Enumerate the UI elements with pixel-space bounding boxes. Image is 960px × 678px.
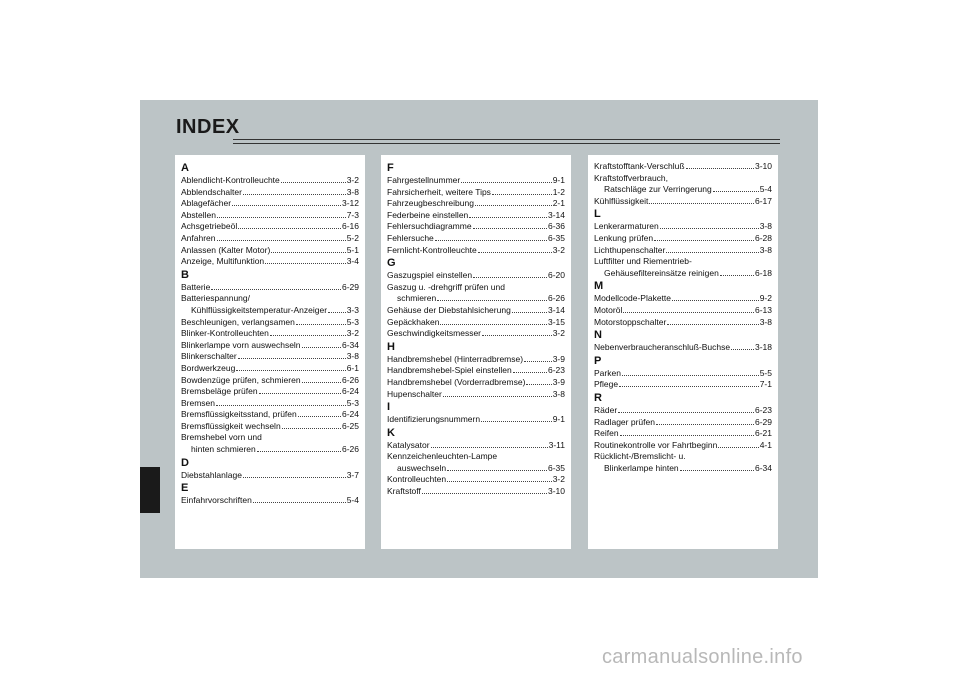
index-entry-line: Kennzeichenleuchten-Lampe <box>387 451 498 462</box>
dot-leader <box>302 375 341 383</box>
index-entry <box>594 379 772 391</box>
index-entry <box>181 328 359 340</box>
index-entry <box>181 470 359 482</box>
index-entry-label: Bremsen <box>181 397 216 408</box>
dot-leader <box>431 440 548 448</box>
index-entry-label: Abblendschalter <box>181 186 242 197</box>
dot-leader <box>259 386 341 394</box>
index-entry <box>181 351 359 363</box>
dot-leader <box>654 233 754 241</box>
index-entry-label: Handbremshebel (Vorderradbremse) <box>387 376 526 387</box>
index-entry-label: Blinkerlampe hinten <box>604 462 679 473</box>
index-entry <box>387 210 565 222</box>
index-entry-label: Radlager prüfen <box>594 416 655 427</box>
dot-leader <box>622 368 759 376</box>
index-entry-line: Batteriespannung/ <box>181 293 250 304</box>
dot-leader <box>437 293 547 301</box>
dot-leader <box>620 428 754 436</box>
index-entry-label: Kraftstofftank-Verschluß <box>594 161 685 171</box>
dot-leader <box>718 440 758 448</box>
dot-leader <box>623 305 754 313</box>
index-entry-label: Gepäckhaken <box>387 316 440 327</box>
index-column-3 <box>588 155 778 549</box>
dot-leader <box>649 196 754 204</box>
index-entry-label: Kontrolleuchten <box>387 474 447 485</box>
index-entry <box>181 198 359 210</box>
index-entry-page: 3-9 <box>552 353 565 364</box>
index-entry <box>387 175 565 187</box>
index-entry <box>387 270 565 282</box>
index-entry <box>387 305 565 317</box>
index-entry-page: 7-1 <box>759 379 772 390</box>
dot-leader <box>512 305 547 313</box>
dot-leader <box>447 463 547 471</box>
index-entry-page: 6-35 <box>547 462 565 473</box>
index-entry <box>387 440 565 452</box>
dot-leader <box>271 245 345 253</box>
index-entry-label: schmieren <box>397 293 437 304</box>
index-entry-label: Bremsflüssigkeit wechseln <box>181 420 281 431</box>
index-entry <box>387 245 565 257</box>
dot-leader <box>513 365 547 373</box>
dot-leader <box>667 317 758 325</box>
index-column-1 <box>175 155 365 549</box>
index-entry-page: 9-2 <box>759 293 772 304</box>
dot-leader <box>217 210 346 218</box>
index-entry-label: Bremsbeläge prüfen <box>181 386 258 397</box>
index-entry-line: Kraftstoffverbrauch, <box>594 172 669 183</box>
index-letter-heading: D <box>181 456 189 469</box>
watermark: carmanualsonline.info <box>602 646 803 668</box>
index-entry-label: Gehäusefiltereinsätze reinigen <box>604 267 719 278</box>
index-entry-label: Nebenverbraucheranschluß-Buchse <box>594 342 731 353</box>
dot-leader <box>302 340 341 348</box>
index-entry-label: Pflege <box>594 379 619 390</box>
index-entry-page: 6-13 <box>754 304 772 315</box>
index-entry-page: 6-26 <box>341 374 359 385</box>
index-entry-label: hinten schmieren <box>191 444 256 455</box>
index-entry <box>387 365 565 377</box>
index-entry-page: 6-29 <box>754 416 772 427</box>
dot-leader <box>238 221 341 229</box>
index-entry-page: 6-36 <box>547 221 565 232</box>
index-entry-label: Blinkerlampe vorn auswechseln <box>181 339 301 350</box>
index-entry-line: Rücklicht-/Bremslicht- u. <box>594 451 686 462</box>
dot-leader <box>618 405 754 413</box>
index-entry-page: 5-1 <box>346 244 359 255</box>
index-entry-page: 6-1 <box>346 362 359 373</box>
dot-leader <box>672 293 759 301</box>
dot-leader <box>524 354 552 362</box>
dot-leader <box>666 245 758 253</box>
index-entry <box>594 463 772 475</box>
dot-leader <box>469 210 547 218</box>
dot-leader <box>656 417 754 425</box>
dot-leader <box>257 444 341 452</box>
index-entry <box>387 317 565 329</box>
index-entry <box>594 293 772 305</box>
index-entry-page: 7-3 <box>346 209 359 220</box>
index-entry <box>387 328 565 340</box>
index-entry-label: Ablendlicht-Kontrolleuchte <box>181 175 280 185</box>
dot-leader <box>270 328 346 336</box>
dot-leader <box>713 184 759 192</box>
dot-leader <box>281 175 346 183</box>
dot-leader <box>720 268 754 276</box>
index-entry-label: Ablagefächer <box>181 198 232 209</box>
index-entry <box>594 317 772 329</box>
index-entry-label: Gaszugspiel einstellen <box>387 270 473 281</box>
index-entry <box>387 187 565 199</box>
index-entry-label: Motorstoppschalter <box>594 316 667 327</box>
index-entry-label: Räder <box>594 404 618 415</box>
index-entry-label: Fahrzeugbeschreibung <box>387 198 474 209</box>
index-letter-heading: M <box>594 280 604 293</box>
index-entry-page: 1-2 <box>552 186 565 197</box>
index-entry-label: Einfahrvorschriften <box>181 495 252 506</box>
index-entry-page: 6-25 <box>341 420 359 431</box>
index-letter-heading: P <box>594 354 602 367</box>
index-entry-label: Fernlicht-Kontrolleuchte <box>387 244 477 255</box>
dot-leader <box>526 377 551 385</box>
index-entry-page: 3-14 <box>547 209 565 220</box>
index-entry-page: 6-23 <box>547 365 565 376</box>
index-entry <box>387 414 565 426</box>
dot-leader <box>481 414 552 422</box>
dot-leader <box>296 317 346 325</box>
index-entry <box>181 187 359 199</box>
index-entry-label: Handbremshebel (Hinterradbremse) <box>387 353 524 364</box>
index-entry-label: Diebstahlanlage <box>181 469 242 480</box>
dot-leader <box>422 486 547 494</box>
index-entry-page: 3-2 <box>552 328 565 339</box>
index-entry <box>181 375 359 387</box>
index-entry-label: Fehlersuchdiagramme <box>387 221 472 232</box>
index-entry-page: 6-18 <box>754 267 772 278</box>
dot-leader <box>443 389 552 397</box>
index-entry-page: 3-7 <box>346 469 359 480</box>
index-entry-label: auswechseln <box>397 462 447 473</box>
dot-leader <box>243 470 346 478</box>
index-entry-page: 3-10 <box>547 486 565 497</box>
index-entry-label: Bordwerkzeug <box>181 362 236 373</box>
section-tab-marker <box>140 467 160 513</box>
dot-leader <box>492 187 552 195</box>
index-entry-label: Hupenschalter <box>387 388 442 399</box>
index-entry <box>181 409 359 421</box>
index-entry-page: 6-34 <box>341 339 359 350</box>
index-entry-page: 5-3 <box>346 316 359 327</box>
index-letter-heading: L <box>594 208 601 221</box>
index-entry-label: Achsgetriebeöl <box>181 221 238 232</box>
index-entry-page: 3-8 <box>346 351 359 362</box>
index-letter-heading: E <box>181 482 189 495</box>
dot-leader <box>686 161 754 169</box>
index-entry-page: 5-5 <box>759 367 772 378</box>
index-entry <box>181 221 359 233</box>
index-entry-page: 3-8 <box>759 316 772 327</box>
dot-leader <box>731 342 754 350</box>
dot-leader <box>440 317 547 325</box>
index-entry-page: 5-3 <box>346 397 359 408</box>
index-entry-label: Kühlflüssigkeit <box>594 195 649 206</box>
index-entry-page: 2-1 <box>552 198 565 209</box>
index-entry <box>594 221 772 233</box>
index-entry-page: 6-35 <box>547 232 565 243</box>
index-entry-page: 3-8 <box>759 221 772 232</box>
index-entry-page: 6-29 <box>341 281 359 292</box>
index-entry-page: 6-34 <box>754 462 772 473</box>
index-entry <box>387 486 565 498</box>
index-entry <box>181 305 359 317</box>
index-entry <box>387 293 565 305</box>
index-entry-page: 3-8 <box>552 388 565 399</box>
index-entry-page: 3-12 <box>341 198 359 209</box>
index-letter-heading: I <box>387 401 391 414</box>
index-entry-page: 6-23 <box>754 404 772 415</box>
index-letter-heading: R <box>594 391 602 404</box>
index-entry-page: 3-15 <box>547 316 565 327</box>
index-entry <box>594 233 772 245</box>
dot-leader <box>447 474 552 482</box>
index-entry-page: 6-26 <box>547 293 565 304</box>
index-entry-label: Fehlersuche <box>387 232 434 243</box>
index-entry <box>594 161 772 173</box>
index-entry-label: Ratschläge zur Verringerung <box>604 184 712 195</box>
index-entry-label: Motoröl <box>594 304 623 315</box>
index-entry-label: Lenkung prüfen <box>594 232 654 243</box>
index-entry <box>181 363 359 375</box>
dot-leader <box>619 379 759 387</box>
index-entry-page: 9-1 <box>552 414 565 425</box>
index-entry <box>181 421 359 433</box>
index-entry <box>181 175 359 187</box>
index-entry-label: Beschleunigen, verlangsamen <box>181 316 295 327</box>
index-entry-line: Bremshebel vorn und <box>181 432 262 443</box>
index-entry <box>181 256 359 268</box>
index-entry-label: Fahrsicherheit, weitere Tips <box>387 186 491 197</box>
dot-leader <box>473 221 547 229</box>
index-entry-page: 3-9 <box>552 376 565 387</box>
index-entry-page: 4-1 <box>759 439 772 450</box>
index-entry-label: Parken <box>594 367 621 378</box>
index-entry-label: Gehäuse der Diebstahlsicherung <box>387 304 511 315</box>
dot-leader <box>265 256 346 264</box>
index-entry-page: 3-8 <box>346 186 359 197</box>
index-entry-line: Luftfilter und Riementrieb- <box>594 256 692 267</box>
dot-leader <box>478 245 552 253</box>
index-entry <box>387 377 565 389</box>
dot-leader <box>680 463 754 471</box>
index-entry-label: Geschwindigkeitsmesser <box>387 328 482 339</box>
index-entry-label: Lenkerarmaturen <box>594 221 659 232</box>
dot-leader <box>461 175 551 183</box>
index-entry-label: Lichthupenschalter <box>594 244 666 255</box>
index-entry-page: 3-11 <box>548 439 565 450</box>
index-letter-heading: A <box>181 162 189 174</box>
index-entry-page: 3-14 <box>547 304 565 315</box>
index-entry-page: 6-28 <box>754 232 772 243</box>
index-entry <box>594 428 772 440</box>
index-letter-heading: N <box>594 329 602 342</box>
index-entry <box>181 282 359 294</box>
dot-leader <box>482 328 552 336</box>
dot-leader <box>238 351 346 359</box>
index-entry-label: Blinker-Kontrolleuchten <box>181 328 269 339</box>
index-entry-label: Bowdenzüge prüfen, schmieren <box>181 374 301 385</box>
index-entry-label: Batterie <box>181 281 211 292</box>
index-entry-page: 5-2 <box>346 232 359 243</box>
index-letter-heading: B <box>181 268 189 281</box>
index-entry <box>387 474 565 486</box>
index-entry-page: 3-8 <box>759 244 772 255</box>
page-title: INDEX <box>176 116 240 138</box>
index-entry <box>594 368 772 380</box>
title-rule <box>233 139 780 144</box>
dot-leader <box>435 233 547 241</box>
index-entry-page: 5-4 <box>346 495 359 506</box>
index-entry-label: Anfahren <box>181 232 216 243</box>
index-entry-label: Modellcode-Plakette <box>594 293 672 304</box>
index-entry-page: 3-18 <box>754 342 772 353</box>
index-letter-heading: H <box>387 340 395 353</box>
index-entry-label: Kühlflüssigkeitstemperatur-Anzeiger <box>191 304 328 315</box>
index-entry <box>594 245 772 257</box>
dot-leader <box>660 221 759 229</box>
dot-leader <box>282 421 341 429</box>
index-entry-page: 6-17 <box>754 195 772 206</box>
index-entry-label: Identifizierungsnummern <box>387 414 481 425</box>
dot-leader <box>232 198 341 206</box>
index-entry <box>181 386 359 398</box>
dot-leader <box>236 363 345 371</box>
index-entry-label: Handbremshebel-Spiel einstellen <box>387 365 512 376</box>
index-entry-page: 3-10 <box>754 161 772 171</box>
index-entry-label: Abstellen <box>181 209 216 220</box>
index-entry <box>594 440 772 452</box>
index-entry-label: Katalysator <box>387 439 430 450</box>
index-entry-page: 6-24 <box>341 409 359 420</box>
dot-leader <box>243 187 346 195</box>
dot-leader <box>475 198 552 206</box>
index-entry-label: Bremsflüssigkeitsstand, prüfen <box>181 409 297 420</box>
index-entry-page: 5-4 <box>759 184 772 195</box>
index-column-2 <box>381 155 571 549</box>
index-entry <box>594 405 772 417</box>
index-entry-page: 9-1 <box>552 175 565 185</box>
index-entry <box>181 317 359 329</box>
index-entry <box>387 354 565 366</box>
index-entry <box>387 233 565 245</box>
index-entry <box>181 245 359 257</box>
index-entry-label: Blinkerschalter <box>181 351 237 362</box>
index-entry <box>594 196 772 208</box>
dot-leader <box>473 270 547 278</box>
dot-leader <box>217 233 346 241</box>
dot-leader <box>216 398 346 406</box>
index-entry <box>181 398 359 410</box>
index-entry-page: 3-2 <box>552 474 565 485</box>
index-entry-page: 6-16 <box>341 221 359 232</box>
index-letter-heading: G <box>387 257 396 270</box>
index-letter-heading: K <box>387 426 395 439</box>
index-entry-page: 3-2 <box>346 175 359 185</box>
index-letter-heading: F <box>387 162 394 174</box>
index-entry-page: 3-3 <box>346 304 359 315</box>
index-entry <box>181 495 359 507</box>
index-entry-label: Fahrgestellnummer <box>387 175 461 185</box>
index-entry-page: 6-24 <box>341 386 359 397</box>
index-entry <box>594 268 772 280</box>
index-entry <box>594 305 772 317</box>
dot-leader <box>328 305 346 313</box>
index-entry-label: Kraftstoff <box>387 486 421 497</box>
index-entry-page: 3-4 <box>346 256 359 267</box>
dot-leader <box>298 409 341 417</box>
index-entry-label: Anlassen (Kalter Motor) <box>181 244 271 255</box>
index-entry-page: 3-2 <box>552 244 565 255</box>
index-entry-line: Gaszug u. -drehgriff prüfen und <box>387 281 505 292</box>
index-entry <box>387 221 565 233</box>
index-entry <box>387 463 565 475</box>
index-entry <box>387 389 565 401</box>
index-entry <box>594 184 772 196</box>
index-entry-page: 6-26 <box>341 444 359 455</box>
index-entry <box>387 198 565 210</box>
index-entry <box>594 417 772 429</box>
dot-leader <box>211 282 341 290</box>
index-entry <box>181 444 359 456</box>
index-entry <box>181 233 359 245</box>
index-entry <box>181 340 359 352</box>
index-entry-label: Routinekontrolle vor Fahrtbeginn <box>594 439 718 450</box>
index-entry-page: 3-2 <box>346 328 359 339</box>
index-entry-label: Reifen <box>594 428 619 439</box>
index-entry <box>181 210 359 222</box>
index-entry <box>594 342 772 354</box>
index-entry-label: Anzeige, Multifunktion <box>181 256 265 267</box>
index-entry-page: 6-20 <box>547 270 565 281</box>
index-entry-page: 6-21 <box>754 428 772 439</box>
index-entry-label: Federbeine einstellen <box>387 209 469 220</box>
dot-leader <box>253 495 346 503</box>
